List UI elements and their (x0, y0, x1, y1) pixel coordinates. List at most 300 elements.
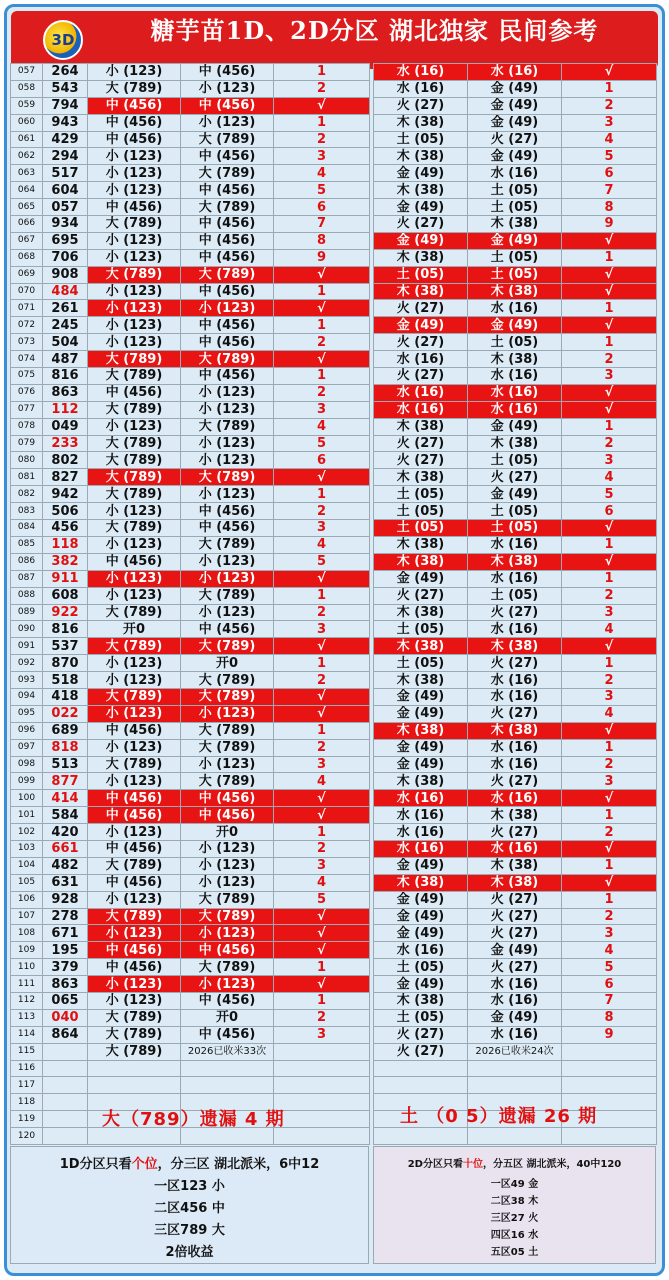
element-actual: 水 (16) (374, 824, 468, 841)
issue-number: 096 (11, 722, 43, 739)
issue-number: 097 (11, 739, 43, 756)
element-actual: 火 (27) (374, 216, 468, 233)
draw-number: 608 (43, 587, 88, 604)
element-result: 4 (562, 131, 657, 148)
draw-number (43, 1128, 88, 1145)
element-result: 6 (562, 503, 657, 520)
left-table-row (11, 570, 370, 587)
draw-number: 487 (43, 351, 88, 368)
zone-prediction: 大 (789) (181, 739, 274, 756)
zone-prediction: 小 (123) (181, 840, 274, 857)
left-table-row (11, 435, 370, 452)
zone-result: 5 (274, 435, 370, 452)
page-title: 糖芋苗1D、2D分区 湖北独家 民间参考 (150, 16, 599, 45)
zone-actual: 小 (123) (88, 891, 181, 908)
right-table-row (374, 959, 657, 976)
draw-number: 382 (43, 553, 88, 570)
left-table-row (11, 300, 370, 317)
right-table-row (374, 688, 657, 705)
element-prediction: 水 (16) (468, 621, 562, 638)
element-prediction: 火 (27) (468, 655, 562, 672)
draw-number: 112 (43, 401, 88, 418)
element-actual (374, 1060, 468, 1077)
zone-actual: 中 (456) (88, 722, 181, 739)
issue-number: 110 (11, 959, 43, 976)
zone-result: 1 (274, 64, 370, 81)
right-table-row (374, 1128, 657, 1145)
element-prediction: 木 (38) (468, 857, 562, 874)
element-actual: 水 (16) (374, 840, 468, 857)
zone-prediction: 大 (789) (181, 587, 274, 604)
issue-number: 069 (11, 266, 43, 283)
right-table-row (374, 621, 657, 638)
left-table-row (11, 216, 370, 233)
zone-prediction: 大 (789) (181, 638, 274, 655)
right-table-row (374, 1026, 657, 1043)
draw-number: 671 (43, 925, 88, 942)
element-result: 8 (562, 199, 657, 216)
zone-prediction: 2026已收米33次 (181, 1043, 274, 1060)
zone-prediction: 大 (789) (181, 199, 274, 216)
zone-result: 4 (274, 874, 370, 891)
right-table-row (374, 672, 657, 689)
zone-actual: 小 (123) (88, 925, 181, 942)
issue-number: 119 (11, 1111, 43, 1128)
right-table-row (374, 570, 657, 587)
left-table-row (11, 148, 370, 165)
draw-number: 518 (43, 672, 88, 689)
draw-number: 261 (43, 300, 88, 317)
element-result: √ (562, 790, 657, 807)
draw-number: 278 (43, 908, 88, 925)
element-actual: 木 (38) (374, 553, 468, 570)
zone-result: 1 (274, 959, 370, 976)
note-2d-line: 一区49 金 (490, 1179, 539, 1190)
draw-number: 057 (43, 199, 88, 216)
element-prediction: 水 (16) (468, 672, 562, 689)
zone-prediction: 小 (123) (181, 553, 274, 570)
element-result: √ (562, 384, 657, 401)
zone-result: √ (274, 570, 370, 587)
left-table-row (11, 1077, 370, 1094)
element-actual: 木 (38) (374, 182, 468, 199)
left-table-row (11, 908, 370, 925)
right-table-row (374, 165, 657, 182)
element-prediction (468, 1077, 562, 1094)
element-actual: 金 (49) (374, 570, 468, 587)
left-table-row (11, 790, 370, 807)
zone-actual: 大 (789) (88, 604, 181, 621)
right-table-row (374, 655, 657, 672)
element-result: 4 (562, 705, 657, 722)
element-prediction (468, 1128, 562, 1145)
zone-result: 2 (274, 739, 370, 756)
right-table-row (374, 756, 657, 773)
draw-number (43, 1060, 88, 1077)
zone-prediction: 小 (123) (181, 435, 274, 452)
draw-number: 543 (43, 80, 88, 97)
zone-result: √ (274, 976, 370, 993)
zone-actual: 小 (123) (88, 976, 181, 993)
left-table-row (11, 249, 370, 266)
left-table-row (11, 384, 370, 401)
zone-prediction: 大 (789) (181, 908, 274, 925)
right-table-row (374, 131, 657, 148)
draw-number: 816 (43, 621, 88, 638)
zone-actual: 大 (789) (88, 520, 181, 537)
element-actual: 水 (16) (374, 80, 468, 97)
zone-prediction: 开0 (181, 824, 274, 841)
issue-number: 073 (11, 334, 43, 351)
draw-number: 517 (43, 165, 88, 182)
right-table-2d (373, 63, 657, 1145)
zone-prediction: 中 (456) (181, 1026, 274, 1043)
element-prediction: 水 (16) (468, 992, 562, 1009)
zone-result: √ (274, 351, 370, 368)
element-actual: 木 (38) (374, 469, 468, 486)
note-1d-line: 2倍收益 (165, 1245, 214, 1260)
left-table-row (11, 705, 370, 722)
right-table-row (374, 216, 657, 233)
left-table-row (11, 351, 370, 368)
zone-prediction: 中 (456) (181, 64, 274, 81)
left-table-row (11, 824, 370, 841)
draw-number: 195 (43, 942, 88, 959)
zone-actual: 小 (123) (88, 705, 181, 722)
zone-actual: 小 (123) (88, 587, 181, 604)
draw-number: 604 (43, 182, 88, 199)
zone-result: 7 (274, 216, 370, 233)
issue-number: 060 (11, 114, 43, 131)
draw-number: 040 (43, 1009, 88, 1026)
element-actual: 金 (49) (374, 705, 468, 722)
element-actual: 金 (49) (374, 199, 468, 216)
zone-prediction (181, 1077, 274, 1094)
element-result: 2 (562, 587, 657, 604)
issue-number: 100 (11, 790, 43, 807)
element-prediction: 土 (05) (468, 249, 562, 266)
zone-actual: 小 (123) (88, 148, 181, 165)
zone-actual: 中 (456) (88, 840, 181, 857)
element-actual: 水 (16) (374, 942, 468, 959)
left-table-row (11, 621, 370, 638)
zone-actual: 大 (789) (88, 1043, 181, 1060)
issue-number: 106 (11, 891, 43, 908)
issue-number: 076 (11, 384, 43, 401)
element-result: 5 (562, 959, 657, 976)
draw-number: 706 (43, 249, 88, 266)
issue-number: 093 (11, 672, 43, 689)
zone-prediction: 小 (123) (181, 401, 274, 418)
element-actual: 水 (16) (374, 384, 468, 401)
issue-number: 085 (11, 536, 43, 553)
zone-prediction: 大 (789) (181, 165, 274, 182)
element-result: 1 (562, 857, 657, 874)
element-prediction: 火 (27) (468, 925, 562, 942)
element-prediction: 水 (16) (468, 401, 562, 418)
issue-number: 070 (11, 283, 43, 300)
element-prediction: 土 (05) (468, 334, 562, 351)
element-result (562, 1060, 657, 1077)
zone-result (274, 1128, 370, 1145)
zone-prediction: 中 (456) (181, 283, 274, 300)
issue-number: 083 (11, 503, 43, 520)
note-2d-line: 五区05 土 (490, 1247, 539, 1258)
left-table-row (11, 469, 370, 486)
zone-result: √ (274, 97, 370, 114)
zone-result: √ (274, 925, 370, 942)
zone-actual: 大 (789) (88, 435, 181, 452)
left-table-row (11, 604, 370, 621)
element-actual: 木 (38) (374, 874, 468, 891)
issue-number: 082 (11, 486, 43, 503)
issue-number: 098 (11, 756, 43, 773)
zone-prediction: 小 (123) (181, 300, 274, 317)
element-result: 1 (562, 418, 657, 435)
element-prediction: 木 (38) (468, 283, 562, 300)
left-table-row (11, 283, 370, 300)
issue-number: 058 (11, 80, 43, 97)
draw-number: 245 (43, 317, 88, 334)
element-prediction: 金 (49) (468, 114, 562, 131)
zone-prediction: 中 (456) (181, 503, 274, 520)
zone-actual (88, 1077, 181, 1094)
right-table-row (374, 790, 657, 807)
issue-number: 088 (11, 587, 43, 604)
element-result: 3 (562, 688, 657, 705)
zone-prediction: 中 (456) (181, 334, 274, 351)
element-actual: 水 (16) (374, 351, 468, 368)
right-table-row (374, 384, 657, 401)
zone-actual: 中 (456) (88, 959, 181, 976)
zone-prediction: 大 (789) (181, 773, 274, 790)
zone-actual: 小 (123) (88, 536, 181, 553)
right-table-row (374, 976, 657, 993)
zone-actual: 小 (123) (88, 655, 181, 672)
zone-actual: 小 (123) (88, 824, 181, 841)
element-actual: 金 (49) (374, 165, 468, 182)
zone-prediction: 中 (456) (181, 216, 274, 233)
element-actual: 木 (38) (374, 992, 468, 1009)
issue-number: 099 (11, 773, 43, 790)
draw-number: 418 (43, 688, 88, 705)
right-table-row (374, 418, 657, 435)
zone-prediction: 大 (789) (181, 536, 274, 553)
right-table-row (374, 351, 657, 368)
zone-result: 2 (274, 334, 370, 351)
element-result: 7 (562, 992, 657, 1009)
element-result: 2 (562, 435, 657, 452)
draw-number: 379 (43, 959, 88, 976)
zone-actual: 中 (456) (88, 114, 181, 131)
zone-prediction: 中 (456) (181, 520, 274, 537)
element-result: 7 (562, 182, 657, 199)
issue-number: 108 (11, 925, 43, 942)
element-prediction: 金 (49) (468, 418, 562, 435)
left-table-row (11, 807, 370, 824)
right-table-row (374, 739, 657, 756)
element-prediction: 金 (49) (468, 97, 562, 114)
note-2d-hl: 十位 (462, 1159, 483, 1170)
element-actual: 火 (27) (374, 1026, 468, 1043)
zone-result: 8 (274, 232, 370, 249)
zone-result: 3 (274, 621, 370, 638)
element-prediction: 水 (16) (468, 840, 562, 857)
left-table-row (11, 232, 370, 249)
zone-result: 6 (274, 199, 370, 216)
zone-result: 1 (274, 824, 370, 841)
element-result (562, 1077, 657, 1094)
note-2d-rest: ，分五区 湖北派米，40中120 (482, 1159, 622, 1170)
element-prediction: 金 (49) (468, 148, 562, 165)
element-actual: 木 (38) (374, 672, 468, 689)
draw-number (43, 1094, 88, 1111)
issue-number: 068 (11, 249, 43, 266)
draw-number: 049 (43, 418, 88, 435)
right-table-row (374, 114, 657, 131)
draw-number: 631 (43, 874, 88, 891)
zone-prediction: 小 (123) (181, 976, 274, 993)
element-prediction: 火 (27) (468, 908, 562, 925)
right-table-row (374, 807, 657, 824)
element-result: √ (562, 840, 657, 857)
issue-number: 095 (11, 705, 43, 722)
issue-number: 063 (11, 165, 43, 182)
zone-result: √ (274, 266, 370, 283)
zone-prediction: 中 (456) (181, 232, 274, 249)
element-prediction: 木 (38) (468, 435, 562, 452)
zone-result: 2 (274, 503, 370, 520)
right-table-row (374, 317, 657, 334)
element-result: 9 (562, 1026, 657, 1043)
right-table-row (374, 1043, 657, 1060)
left-table-row (11, 317, 370, 334)
draw-number: 294 (43, 148, 88, 165)
draw-number: 942 (43, 486, 88, 503)
element-prediction: 火 (27) (468, 891, 562, 908)
zone-actual: 中 (456) (88, 807, 181, 824)
left-table-row (11, 959, 370, 976)
issue-number: 078 (11, 418, 43, 435)
element-prediction: 木 (38) (468, 807, 562, 824)
element-prediction: 水 (16) (468, 976, 562, 993)
right-table-row (374, 705, 657, 722)
draw-number: 863 (43, 976, 88, 993)
note-2d-line: 2D分区只看十位，分五区 湖北派米，40中120 (407, 1159, 622, 1170)
element-prediction: 火 (27) (468, 824, 562, 841)
issue-number: 075 (11, 368, 43, 385)
draw-number: 429 (43, 131, 88, 148)
left-table-row (11, 368, 370, 385)
draw-number: 818 (43, 739, 88, 756)
right-table-row (374, 401, 657, 418)
element-prediction: 土 (05) (468, 452, 562, 469)
issue-number: 057 (11, 64, 43, 81)
zone-result: 1 (274, 283, 370, 300)
issue-number: 089 (11, 604, 43, 621)
zone-prediction: 中 (456) (181, 97, 274, 114)
issue-number: 061 (11, 131, 43, 148)
right-table-row (374, 536, 657, 553)
zone-prediction: 大 (789) (181, 469, 274, 486)
element-result: 2 (562, 97, 657, 114)
draw-number: 943 (43, 114, 88, 131)
issue-number: 081 (11, 469, 43, 486)
element-result: 3 (562, 604, 657, 621)
element-prediction: 火 (27) (468, 959, 562, 976)
left-table-row (11, 976, 370, 993)
element-actual: 金 (49) (374, 688, 468, 705)
element-actual: 金 (49) (374, 925, 468, 942)
left-table-row (11, 992, 370, 1009)
left-table-row (11, 401, 370, 418)
element-result: √ (562, 283, 657, 300)
zone-actual: 小 (123) (88, 317, 181, 334)
zone-result: 5 (274, 553, 370, 570)
right-table-row (374, 368, 657, 385)
element-prediction: 土 (05) (468, 182, 562, 199)
element-actual: 土 (05) (374, 486, 468, 503)
note-1d-line: 二区456 中 (154, 1201, 225, 1216)
left-table-row (11, 64, 370, 81)
note-2d-line: 四区16 水 (490, 1230, 539, 1241)
zone-result: √ (274, 908, 370, 925)
left-table-row (11, 587, 370, 604)
element-result: 1 (562, 570, 657, 587)
left-table-row (11, 874, 370, 891)
zone-prediction: 大 (789) (181, 722, 274, 739)
draw-number: 506 (43, 503, 88, 520)
zone-prediction: 中 (456) (181, 992, 274, 1009)
element-prediction: 火 (27) (468, 469, 562, 486)
element-prediction: 水 (16) (468, 756, 562, 773)
zone-result: 2 (274, 840, 370, 857)
element-actual: 土 (05) (374, 131, 468, 148)
zone-result: 3 (274, 756, 370, 773)
right-table-row (374, 486, 657, 503)
element-result: √ (562, 64, 657, 81)
right-table-row (374, 64, 657, 81)
zone-actual: 中 (456) (88, 553, 181, 570)
zone-result: 2 (274, 80, 370, 97)
draw-number: 689 (43, 722, 88, 739)
zone-result: 1 (274, 368, 370, 385)
right-table-row (374, 840, 657, 857)
element-actual: 金 (49) (374, 908, 468, 925)
element-actual: 火 (27) (374, 334, 468, 351)
draw-number: 695 (43, 232, 88, 249)
zone-result: 4 (274, 165, 370, 182)
right-table-row (374, 1077, 657, 1094)
zone-result: 1 (274, 722, 370, 739)
zone-actual: 小 (123) (88, 992, 181, 1009)
zone-result (274, 1060, 370, 1077)
element-actual: 木 (38) (374, 114, 468, 131)
zone-result: 1 (274, 114, 370, 131)
element-prediction: 木 (38) (468, 216, 562, 233)
issue-number: 116 (11, 1060, 43, 1077)
issue-number: 062 (11, 148, 43, 165)
element-result: 2 (562, 908, 657, 925)
zone-actual: 大 (789) (88, 469, 181, 486)
left-table-row (11, 80, 370, 97)
right-table-row (374, 520, 657, 537)
draw-number (43, 1043, 88, 1060)
element-actual: 土 (05) (374, 959, 468, 976)
left-table-row (11, 942, 370, 959)
element-result: 8 (562, 1009, 657, 1026)
zone-prediction: 大 (789) (181, 266, 274, 283)
